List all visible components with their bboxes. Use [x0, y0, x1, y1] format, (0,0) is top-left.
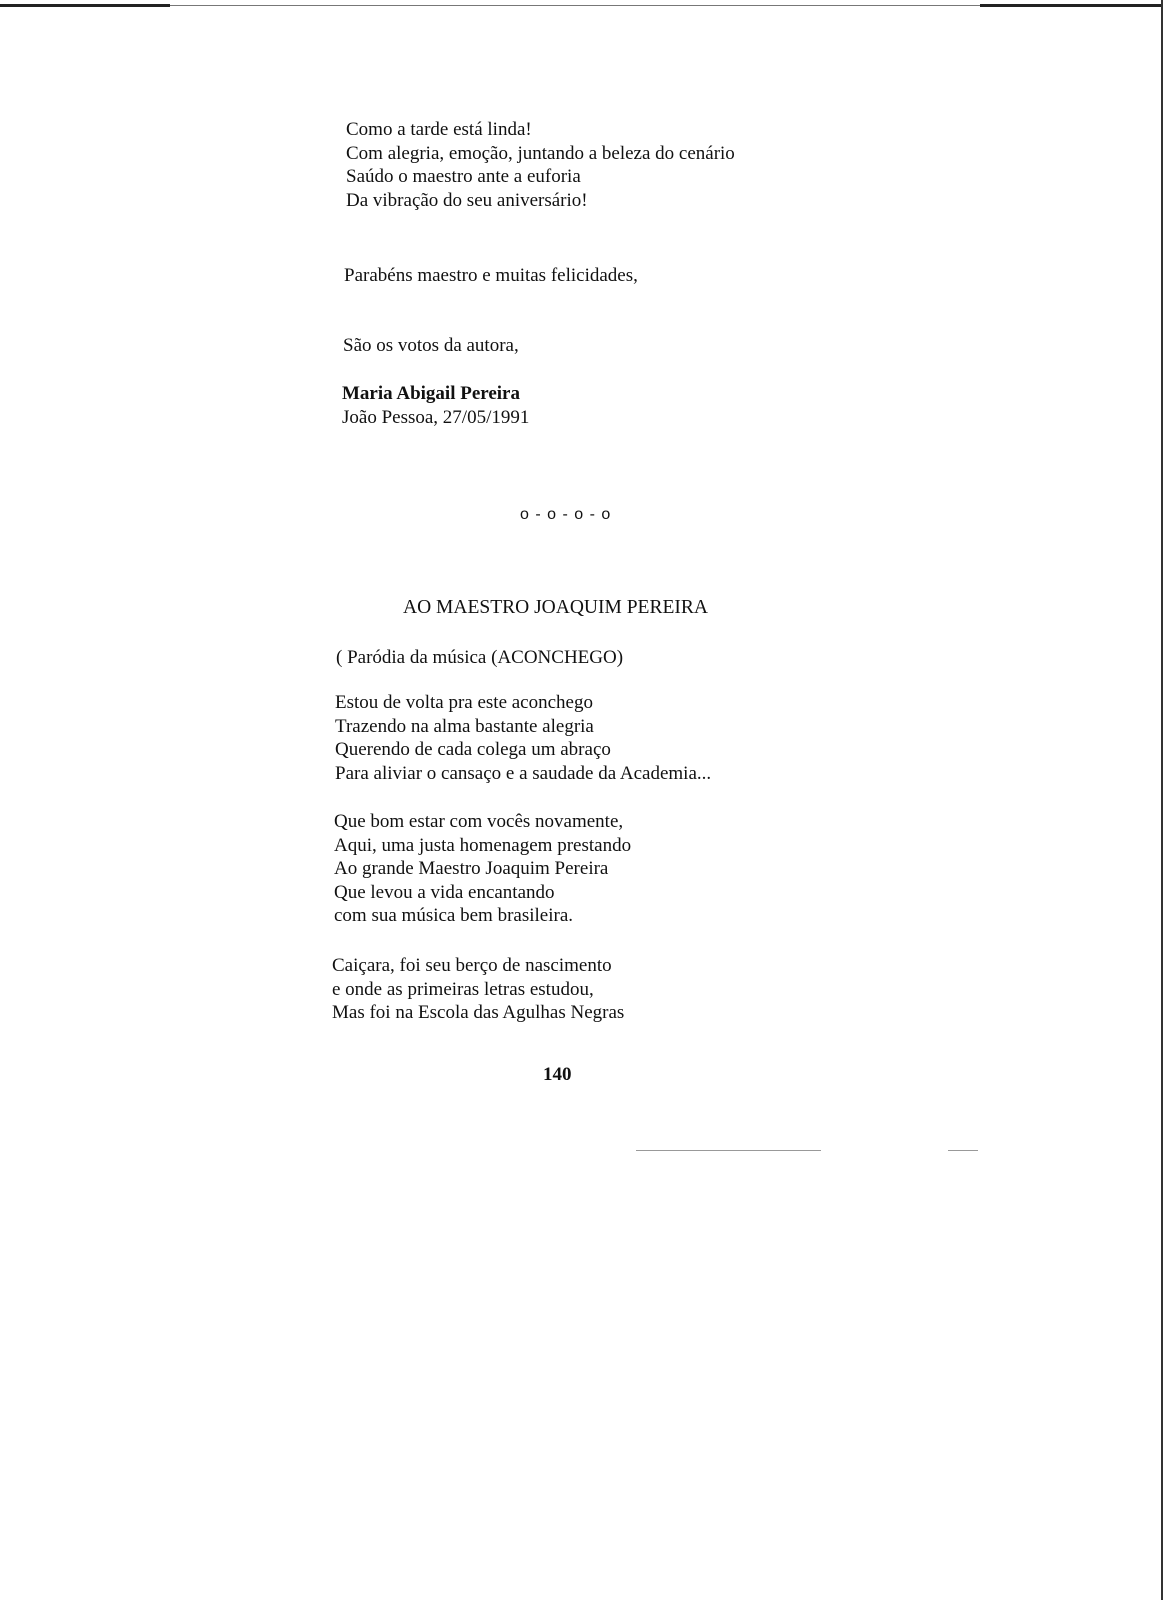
scan-border-top-left: [0, 4, 170, 7]
poem2-title: AO MAESTRO JOAQUIM PEREIRA: [403, 597, 708, 618]
poem-line: Ao grande Maestro Joaquim Pereira: [334, 858, 609, 879]
poem1-signature: [342, 382, 529, 429]
poem-line: Para aliviar o cansaço e a saudade da Academia...: [335, 762, 712, 784]
poem-line: Trazendo na alma bastante alegria: [335, 715, 594, 737]
page-number: 140: [543, 1064, 572, 1085]
poem-line: Da vibração do seu aniversário!: [346, 189, 588, 211]
poem2-stanza-1: [335, 691, 711, 785]
greeting-line: Parabéns maestro e muitas felicidades,: [344, 265, 638, 286]
scan-artifact-line: [636, 1150, 821, 1151]
poem-line: com sua música bem brasileira.: [334, 905, 574, 926]
poem-line: Com alegria, emoção, juntando a beleza do cenário: [346, 142, 735, 164]
poem-line: Mas foi na Escola das Agulhas Negras: [332, 1002, 625, 1023]
poem-line: Como a tarde está linda!: [346, 119, 532, 140]
poem1-greeting: [344, 264, 638, 288]
scan-border-top-right: [980, 4, 1163, 7]
poem-line: Que levou a vida encantando: [334, 881, 555, 903]
place-date: João Pessoa, 27/05/1991: [342, 406, 530, 428]
author-name: Maria Abigail Pereira: [342, 383, 520, 404]
poem1-closing: [343, 334, 519, 358]
poem-line: Querendo de cada colega um abraço: [335, 739, 611, 760]
poem-line: Que bom estar com vocês novamente,: [334, 811, 624, 832]
scan-artifact-line: [948, 1150, 978, 1151]
closing-line: São os votos da autora,: [343, 335, 519, 356]
poem2-stanza-3: [332, 954, 624, 1025]
poem2-subtitle: ( Paródia da música (ACONCHEGO): [336, 647, 624, 668]
poem-line: Aqui, uma justa homenagem prestando: [334, 834, 632, 856]
poem-line: e onde as primeiras letras estudou,: [332, 978, 594, 1000]
scan-border-top: [170, 5, 980, 6]
section-separator: o - o - o - o: [520, 506, 612, 523]
poem-line: Saúdo o maestro ante a euforia: [346, 166, 581, 187]
poem1-stanza: [346, 118, 735, 212]
poem2-stanza-2: [334, 810, 631, 928]
poem-line: Caiçara, foi seu berço de nascimento: [332, 955, 612, 976]
poem-line: Estou de volta pra este aconchego: [335, 692, 593, 713]
